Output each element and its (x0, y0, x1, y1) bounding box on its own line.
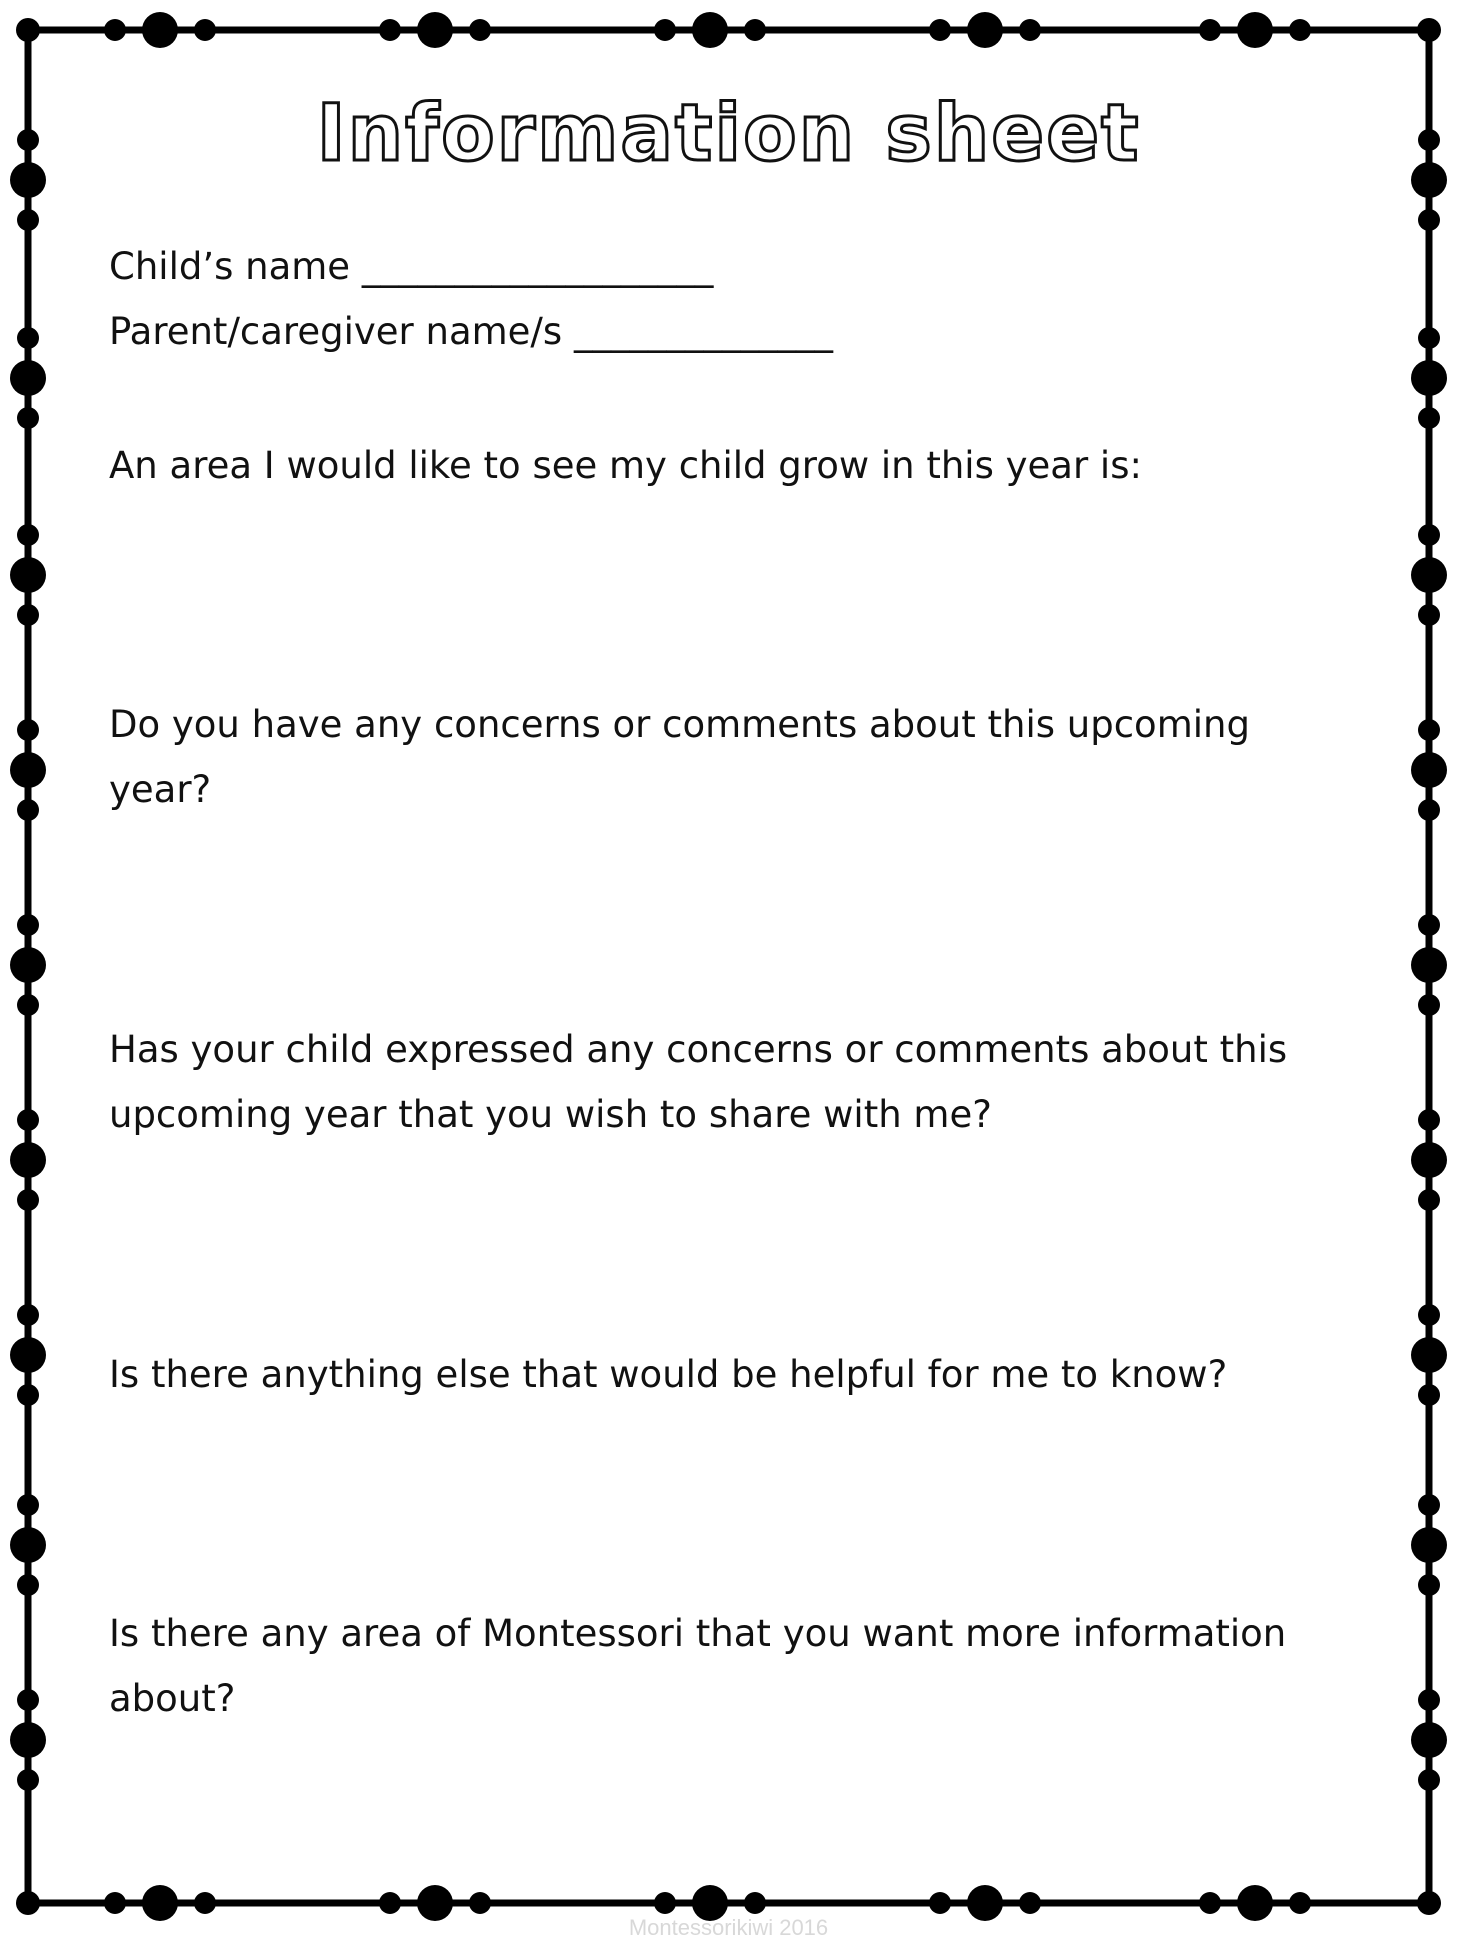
border-dot (1199, 19, 1221, 41)
parent-name-field (109, 310, 833, 354)
border-dot (17, 719, 39, 741)
question-helpful-info: Is there anything else that would be helpful for me to know? (109, 1353, 1228, 1396)
border-dot (654, 19, 676, 41)
border-dot (17, 1189, 39, 1211)
border-dot (967, 12, 1003, 48)
border-dot (1418, 914, 1440, 936)
border-dot (1199, 1892, 1221, 1914)
border-dot (17, 327, 39, 349)
border-dot (10, 1722, 46, 1758)
border-dot (1237, 12, 1273, 48)
border-dot (17, 524, 39, 546)
question-child-concerns: Has your child expressed any concerns or comments about this upcoming year that you wish to share with me? (109, 1028, 1288, 1136)
border-dot (1417, 1891, 1441, 1915)
border-dot (17, 1494, 39, 1516)
border-dot (379, 1892, 401, 1914)
border-dot (1289, 19, 1311, 41)
border-dot (1418, 1384, 1440, 1406)
border-dot (929, 19, 951, 41)
border-dot (1411, 1527, 1447, 1563)
border-dot (1417, 18, 1441, 42)
border-dot (1418, 1494, 1440, 1516)
border-dot (17, 1574, 39, 1596)
border-dot (104, 19, 126, 41)
border-dot (17, 1384, 39, 1406)
border-dot (1418, 799, 1440, 821)
border-dot (1418, 719, 1440, 741)
border-dot (1411, 360, 1447, 396)
child-name-blank[interactable]: ___________________ (361, 245, 714, 288)
border-dot (744, 19, 766, 41)
border-dot (1411, 1142, 1447, 1178)
border-dot (16, 18, 40, 42)
border-dot (1411, 752, 1447, 788)
border-dot (10, 1337, 46, 1373)
border-dot (469, 1892, 491, 1914)
border-dot (104, 1892, 126, 1914)
border-dot (17, 407, 39, 429)
border-dot (1019, 19, 1041, 41)
border-dot (1411, 1337, 1447, 1373)
border-dot (1411, 1722, 1447, 1758)
border-dot (1418, 407, 1440, 429)
border-dot (1418, 1109, 1440, 1131)
border-dot (379, 19, 401, 41)
border-dot (1418, 1769, 1440, 1791)
border-dot (1418, 327, 1440, 349)
border-dot (1411, 947, 1447, 983)
question-concerns: Do you have any concerns or comments about this upcoming year? (109, 703, 1250, 811)
border-dot (10, 557, 46, 593)
border-dot (1418, 1689, 1440, 1711)
border-dot (10, 1527, 46, 1563)
border-dot (692, 12, 728, 48)
page-title: Information sheet (316, 89, 1141, 179)
border-dot (469, 19, 491, 41)
question-montessori-info: Is there any area of Montessori that you want more information about? (109, 1612, 1287, 1720)
border-dot (1418, 1574, 1440, 1596)
border-dot (654, 1892, 676, 1914)
border-dot (17, 604, 39, 626)
border-dot (17, 209, 39, 231)
border-dot (17, 799, 39, 821)
border-dot (17, 1304, 39, 1326)
parent-name-blank[interactable]: ______________ (573, 310, 833, 353)
question-growth-area: An area I would like to see my child grow in this year is: (109, 444, 1142, 487)
border-dot (1418, 209, 1440, 231)
parent-name-label: Parent/caregiver name/s (109, 310, 563, 353)
border-dot (1418, 994, 1440, 1016)
border-dot (17, 994, 39, 1016)
border-dot (1418, 524, 1440, 546)
footer-watermark: Montessorikiwi 2016 (628, 1915, 829, 1940)
border-dot (142, 12, 178, 48)
border-dot (10, 947, 46, 983)
border-dot (10, 360, 46, 396)
border-dot (929, 1892, 951, 1914)
border-dot (17, 1769, 39, 1791)
child-name-label: Child’s name (109, 245, 351, 288)
border-dot (1289, 1892, 1311, 1914)
border-dot (744, 1892, 766, 1914)
border-dot (194, 19, 216, 41)
border-dot (1418, 1304, 1440, 1326)
border-dot (1019, 1892, 1041, 1914)
border-dot (17, 914, 39, 936)
border-dot (17, 1109, 39, 1131)
border-dot (417, 12, 453, 48)
border-dot (16, 1891, 40, 1915)
border-dot (10, 1142, 46, 1178)
border-dot (1418, 604, 1440, 626)
border-dot (1411, 557, 1447, 593)
border-dot (17, 1689, 39, 1711)
border-dot (10, 752, 46, 788)
border-dot (194, 1892, 216, 1914)
border-dot (1418, 1189, 1440, 1211)
child-name-field (109, 245, 713, 289)
